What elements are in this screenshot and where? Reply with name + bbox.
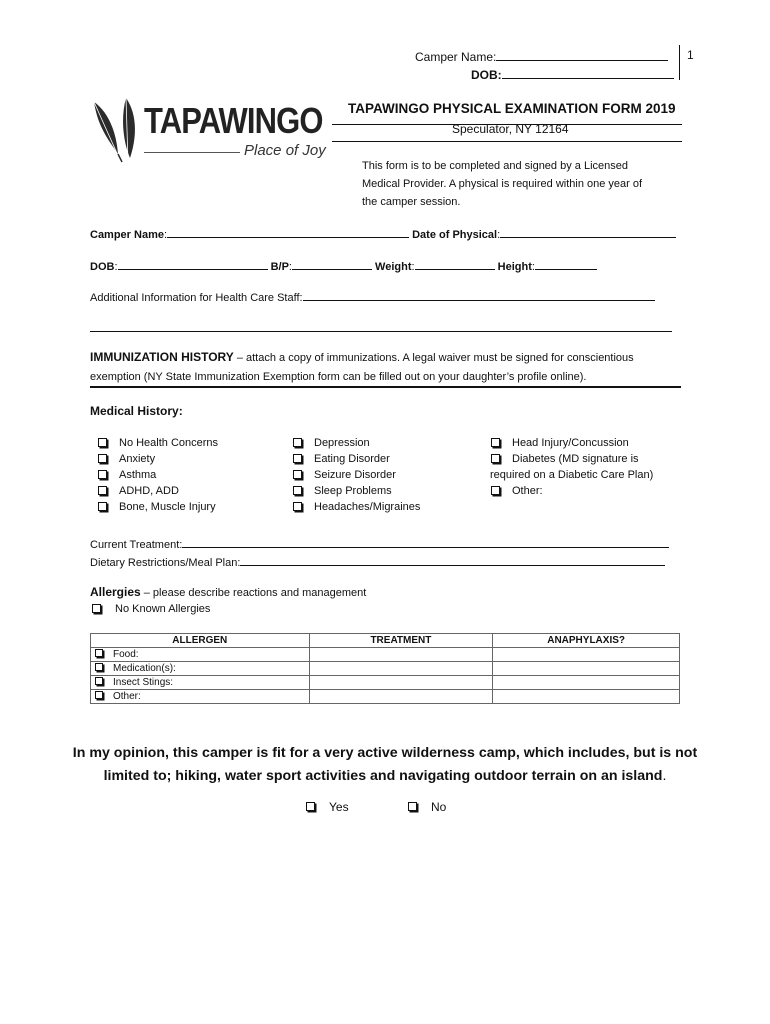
page-number-divider: [679, 45, 680, 80]
form-title: TAPAWINGO PHYSICAL EXAMINATION FORM 2019: [348, 101, 676, 116]
checkbox-yes[interactable]: Yes: [306, 800, 349, 814]
checkbox-head-injury[interactable]: Head Injury/Concussion: [490, 435, 653, 451]
column-header-anaphylaxis: ANAPHYLAXIS?: [493, 634, 680, 648]
medical-history-col2: [293, 435, 420, 515]
header-dob: DOB:: [471, 66, 674, 82]
checkbox-eating-disorder[interactable]: Eating Disorder: [293, 451, 420, 467]
additional-info-field[interactable]: [303, 288, 655, 301]
current-treatment: Current Treatment:: [90, 535, 669, 551]
immunization-section: IMMUNIZATION HISTORY – attach a copy of immunizations. A legal waiver must be signed for conscientious exemption (NY State Immunization Exemption form can be filled out on your daughter’s profile online).: [90, 350, 634, 383]
table-row: [91, 676, 680, 690]
dietary-restrictions: Dietary Restrictions/Meal Plan:: [90, 553, 665, 569]
treatment-cell[interactable]: [309, 690, 493, 704]
checkbox-icon[interactable]: [98, 438, 107, 447]
logo-tagline: Place of Joy: [244, 142, 326, 159]
checkbox-icon[interactable]: [293, 502, 302, 511]
checkbox-no-health-concerns[interactable]: No Health Concerns: [98, 435, 218, 451]
anaphylaxis-cell[interactable]: [493, 648, 680, 662]
allergy-insect-stings[interactable]: Insect Stings:: [91, 676, 310, 690]
logo-rule: [144, 152, 240, 153]
form-intro: This form is to be completed and signed by a Licensed Medical Provider. A physical is required within one year of the camper session.: [362, 160, 643, 208]
checkbox-icon[interactable]: [95, 677, 103, 685]
bp-field[interactable]: [292, 257, 372, 270]
current-treatment-field[interactable]: [182, 535, 669, 548]
allergy-table: [90, 633, 680, 704]
checkbox-adhd[interactable]: ADHD, ADD: [98, 483, 218, 499]
checkbox-icon[interactable]: [95, 649, 103, 657]
treatment-cell[interactable]: [309, 662, 493, 676]
treatment-cell[interactable]: [309, 676, 493, 690]
table-row: [91, 648, 680, 662]
medical-history-col3: [490, 435, 653, 499]
checkbox-other[interactable]: Other:: [490, 483, 653, 499]
date-of-physical-field[interactable]: [500, 225, 676, 238]
form-location: Speculator, NY 12164: [452, 122, 569, 136]
additional-info-field-2[interactable]: [90, 331, 672, 332]
checkbox-headaches-migraines[interactable]: Headaches/Migraines: [293, 499, 420, 515]
allergy-food[interactable]: Food:: [91, 648, 310, 662]
checkbox-icon[interactable]: [306, 802, 315, 811]
checkbox-icon[interactable]: [98, 486, 107, 495]
table-row: [91, 690, 680, 704]
feather-icon: [88, 98, 148, 164]
camper-name-field[interactable]: [167, 225, 409, 238]
page-number: 1: [687, 48, 694, 62]
checkbox-asthma[interactable]: Asthma: [98, 467, 218, 483]
treatment-cell[interactable]: [309, 648, 493, 662]
allergies-heading: Allergies – please describe reactions and management: [90, 585, 367, 599]
checkbox-no-known-allergies[interactable]: No Known Allergies: [92, 603, 210, 615]
checkbox-icon[interactable]: [98, 454, 107, 463]
checkbox-icon[interactable]: [491, 438, 500, 447]
checkbox-seizure-disorder[interactable]: Seizure Disorder: [293, 467, 420, 483]
tapawingo-logo: [88, 98, 328, 164]
checkbox-icon[interactable]: [293, 438, 302, 447]
checkbox-icon[interactable]: [293, 454, 302, 463]
column-header-treatment: TREATMENT: [309, 634, 493, 648]
checkbox-depression[interactable]: Depression: [293, 435, 420, 451]
title-rule-2: [332, 141, 682, 142]
weight-field[interactable]: [415, 257, 495, 270]
row-name-date: Camper Name: Date of Physical:: [90, 225, 676, 241]
anaphylaxis-cell[interactable]: [493, 690, 680, 704]
allergy-medications[interactable]: Medication(s):: [91, 662, 310, 676]
header-camper-name: Camper Name:: [415, 48, 668, 64]
checkbox-icon[interactable]: [408, 802, 417, 811]
checkbox-icon[interactable]: [98, 502, 107, 511]
checkbox-bone-muscle-injury[interactable]: Bone, Muscle Injury: [98, 499, 218, 515]
checkbox-no[interactable]: No: [408, 800, 446, 814]
checkbox-icon[interactable]: [293, 470, 302, 479]
checkbox-icon[interactable]: [293, 486, 302, 495]
checkbox-icon[interactable]: [95, 691, 103, 699]
checkbox-sleep-problems[interactable]: Sleep Problems: [293, 483, 420, 499]
medical-history-heading: Medical History:: [90, 404, 183, 418]
column-header-allergen: ALLERGEN: [91, 634, 310, 648]
table-row: [91, 662, 680, 676]
checkbox-anxiety[interactable]: Anxiety: [98, 451, 218, 467]
diabetes-note: required on a Diabetic Care Plan): [490, 469, 654, 481]
allergy-other[interactable]: Other:: [91, 690, 310, 704]
checkbox-icon[interactable]: [92, 604, 101, 613]
dietary-restrictions-field[interactable]: [240, 553, 665, 566]
row-additional-info: Additional Information for Health Care Staff:: [90, 288, 655, 304]
anaphylaxis-cell[interactable]: [493, 662, 680, 676]
opinion-statement: In my opinion, this camper is fit for a very active wilderness camp, which includes, but is not limited to; hiking, water sport activities and navigating outdoor terrain on an island.: [72, 745, 698, 784]
checkbox-icon[interactable]: [95, 663, 103, 671]
checkbox-icon[interactable]: [491, 454, 500, 463]
medical-history-col1: [98, 435, 218, 515]
immunization-rule: [90, 386, 681, 388]
checkbox-icon[interactable]: [491, 486, 500, 495]
checkbox-diabetes[interactable]: Diabetes (MD signature is: [490, 451, 653, 467]
header-dob-field[interactable]: [502, 66, 674, 79]
anaphylaxis-cell[interactable]: [493, 676, 680, 690]
dob-field[interactable]: [118, 257, 268, 270]
header-camper-name-field[interactable]: [496, 48, 668, 61]
logo-wordmark: TAPAWINGO: [144, 100, 323, 141]
checkbox-icon[interactable]: [98, 470, 107, 479]
allergy-table-header: [91, 634, 680, 648]
height-field[interactable]: [535, 257, 597, 270]
row-vitals: DOB: B/P: Weight: Height:: [90, 257, 597, 273]
